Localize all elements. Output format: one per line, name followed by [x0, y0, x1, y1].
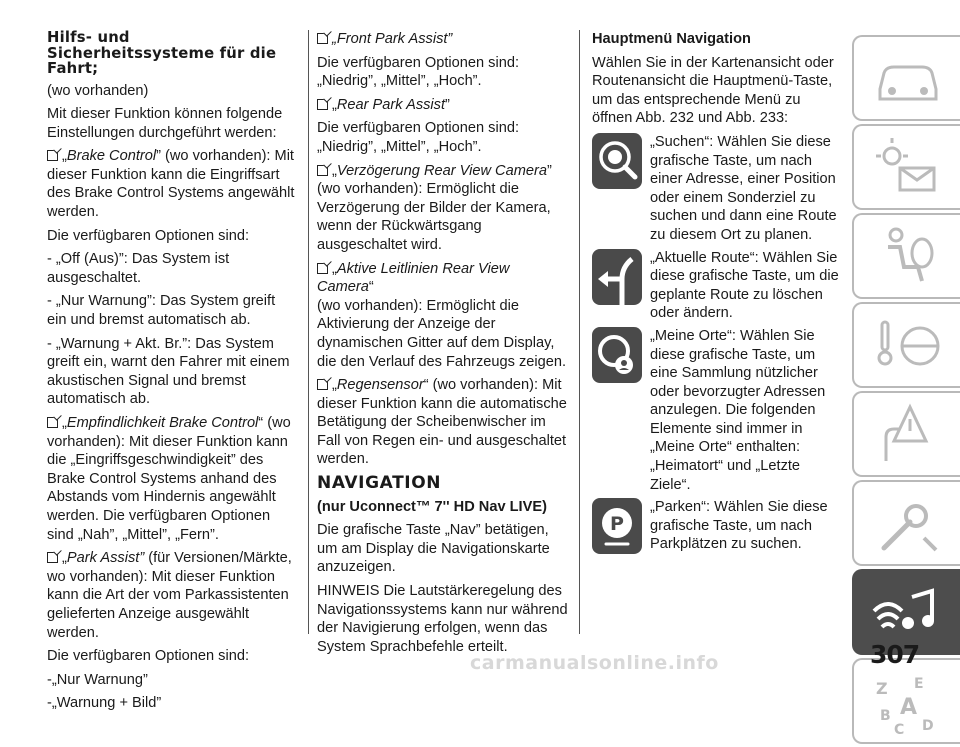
main-menu-intro: Wählen Sie in der Kartenansicht oder Routenansicht die Hauptmenü-Taste, um das entsprechende Menü zu öffnen Abb. 232 und Abb. 233:	[592, 54, 834, 127]
options-label-2: Die verfügbaren Optionen sind:	[47, 648, 250, 665]
tab-vehicle[interactable]	[852, 35, 960, 121]
checkbox-bullet-icon	[317, 99, 328, 110]
main-menu-heading: Hauptmenü Navigation	[592, 31, 751, 47]
svg-text:P: P	[610, 513, 624, 536]
checkbox-bullet-icon	[47, 417, 58, 428]
breakdown-icon	[870, 401, 950, 471]
parking-icon	[592, 498, 642, 554]
parken-text: „Parken“: Wählen Sie diese grafische Taste, um nach Parkplätzen zu suchen.	[650, 499, 828, 553]
item-rear-park-assist: „Rear Park Assist”	[317, 96, 569, 115]
watermark: carmanualsonline.info	[470, 652, 719, 674]
multimedia-icon	[870, 579, 950, 649]
option-nur-warnung-2: -„Nur Warnung”	[47, 671, 148, 688]
tab-maintenance[interactable]	[852, 480, 960, 566]
menu-entry-aktuelle-route	[592, 249, 844, 323]
intro-text: Mit dieser Funktion können folgende Einstellungen durchgeführt werden:	[47, 106, 283, 141]
checkbox-bullet-icon	[47, 150, 58, 161]
checkbox-bullet-icon	[47, 552, 58, 563]
column-1	[47, 30, 297, 718]
meine-orte-text: „Meine Orte“: Wählen Sie diese grafische Taste, um eine Sammlung nützlicher oder bevorzugter Adressen anzulegen. Die folgenden Elemente sind immer in „Meine Orte“ enthalten: „Heimatort“ und „Letzte Ziele“.	[650, 327, 826, 493]
item-leitlinien-camera: „Aktive Leitlinien Rear View Camera“ (wo vorhanden): Ermöglicht die Aktivierung der Anzeige der dynamischen Gitter auf dem Display, die den Verlauf des Fahrzeugs zeigen.	[317, 260, 567, 370]
car-icon	[870, 45, 950, 115]
search-icon	[592, 133, 642, 189]
item-verzoegerung-camera: „Verzögerung Rear View Camera” (wo vorhanden): Ermöglicht die Verzögerung der Bilder der Kamera, wenn der Rückwärtsgang ausgeschaltet wird.	[317, 162, 552, 253]
option-warnung-bild: -„Warnung + Bild”	[47, 695, 162, 712]
column-3	[592, 30, 844, 558]
steering-wheel-icon	[870, 312, 950, 382]
front-park-options: Die verfügbaren Optionen sind: „Niedrig”, „Mittel”, „Hoch”.	[317, 54, 520, 90]
options-label: Die verfügbaren Optionen sind:	[47, 227, 250, 244]
rear-park-options: Die verfügbaren Optionen sind: „Niedrig”, „Mittel”, „Hoch”.	[317, 120, 520, 155]
navigation-para-1: Die grafische Taste „Nav” betätigen, um am Display die Navigationskarte anzuzeigen.	[317, 522, 550, 576]
svg-text:C: C	[894, 722, 905, 738]
heading-note: (wo vorhanden)	[47, 82, 149, 99]
menu-entry-parken	[592, 498, 844, 554]
my-places-icon	[592, 327, 642, 383]
item-front-park-assist: „Front Park Assist”	[317, 30, 569, 49]
menu-entry-suchen	[592, 133, 844, 245]
aktuelle-route-text: „Aktuelle Route“: Wählen Sie diese grafische Taste, um die geplante Route zu löschen oder ändern.	[650, 249, 839, 322]
column-divider	[308, 30, 309, 634]
svg-text:D: D	[922, 718, 934, 734]
suchen-text: „Suchen“: Wählen Sie diese grafische Taste, um nach einer Adresse, einer Position oder einem Sonderziel zu suchen und dann eine Route zu diesem Ort zu planen.	[650, 133, 837, 243]
warning-light-icon	[870, 134, 950, 204]
route-icon	[592, 249, 642, 305]
item-regensensor: „Regensensor“ (wo vorhanden): Mit dieser Funktion kann die automatische Betätigung der Scheibenwischer im Fall von Regen ein- und ausgeschaltet werden.	[317, 377, 567, 468]
section-heading-assist: Hilfs- und Sicherheitssysteme für die Fahrt;	[47, 29, 277, 77]
page-number: 307	[870, 640, 920, 669]
checkbox-bullet-icon	[317, 379, 328, 390]
navigation-subheading: (nur Uconnect™ 7'' HD Nav LIVE)	[317, 498, 547, 515]
column-2	[317, 30, 569, 661]
option-nur-warnung: - „Nur Warnung”: Das System greift ein und bremst automatisch ab.	[47, 293, 276, 329]
svg-text:A: A	[900, 695, 918, 720]
item-park-assist: „Park Assist” (für Versionen/Märkte, wo vorhanden): Mit dieser Funktion kann die Art der vom Parkassistenten gelieferten Anzeige ausgewählt werden.	[47, 550, 292, 641]
checkbox-bullet-icon	[317, 165, 328, 176]
tab-driving[interactable]	[852, 302, 960, 388]
checkbox-bullet-icon	[317, 263, 328, 274]
wrench-icon	[870, 490, 950, 560]
menu-entry-meine-orte	[592, 327, 844, 494]
tab-emergency[interactable]	[852, 391, 960, 477]
alphabet-index-icon	[870, 668, 950, 738]
seat-airbag-icon	[870, 223, 950, 293]
svg-text:Z: Z	[876, 679, 888, 698]
item-empfindlichkeit: „Empfindlichkeit Brake Control“ (wo vorhanden): Mit dieser Funktion kann die „Eingriffsgeschwindigkeit” des Brake Control Systems anhand des Abstands vom Hindernis angewählt werden. Die verfügbaren Optionen sind „Nah”, „Mittel”, „Fern”.	[47, 415, 291, 543]
checkbox-bullet-icon	[317, 33, 328, 44]
option-off: - „Off (Aus)”: Das System ist ausgeschaltet.	[47, 251, 230, 286]
tab-index[interactable]	[852, 658, 960, 744]
svg-text:E: E	[914, 676, 924, 692]
svg-text:B: B	[880, 708, 891, 724]
tab-warning-lights[interactable]	[852, 124, 960, 210]
column-divider	[579, 30, 580, 634]
option-warnung-bremse: - „Warnung + Akt. Br.”: Das System greift ein, warnt den Fahrer mit einem akustischen Signal und bremst automatisch ab.	[47, 335, 290, 408]
navigation-para-2: HINWEIS Die Lautstärkeregelung des Navigationssystems kann nur während der Navigierung erfolgen, wenn das System Sprachbefehle erteilt.	[317, 583, 568, 655]
section-heading-navigation: NAVIGATION	[317, 473, 442, 494]
tab-safety[interactable]	[852, 213, 960, 299]
item-brake-control: „Brake Control” (wo vorhanden): Mit dieser Funktion kann die Eingriffsart des Brake Control Systems angewählt werden.	[47, 148, 295, 221]
